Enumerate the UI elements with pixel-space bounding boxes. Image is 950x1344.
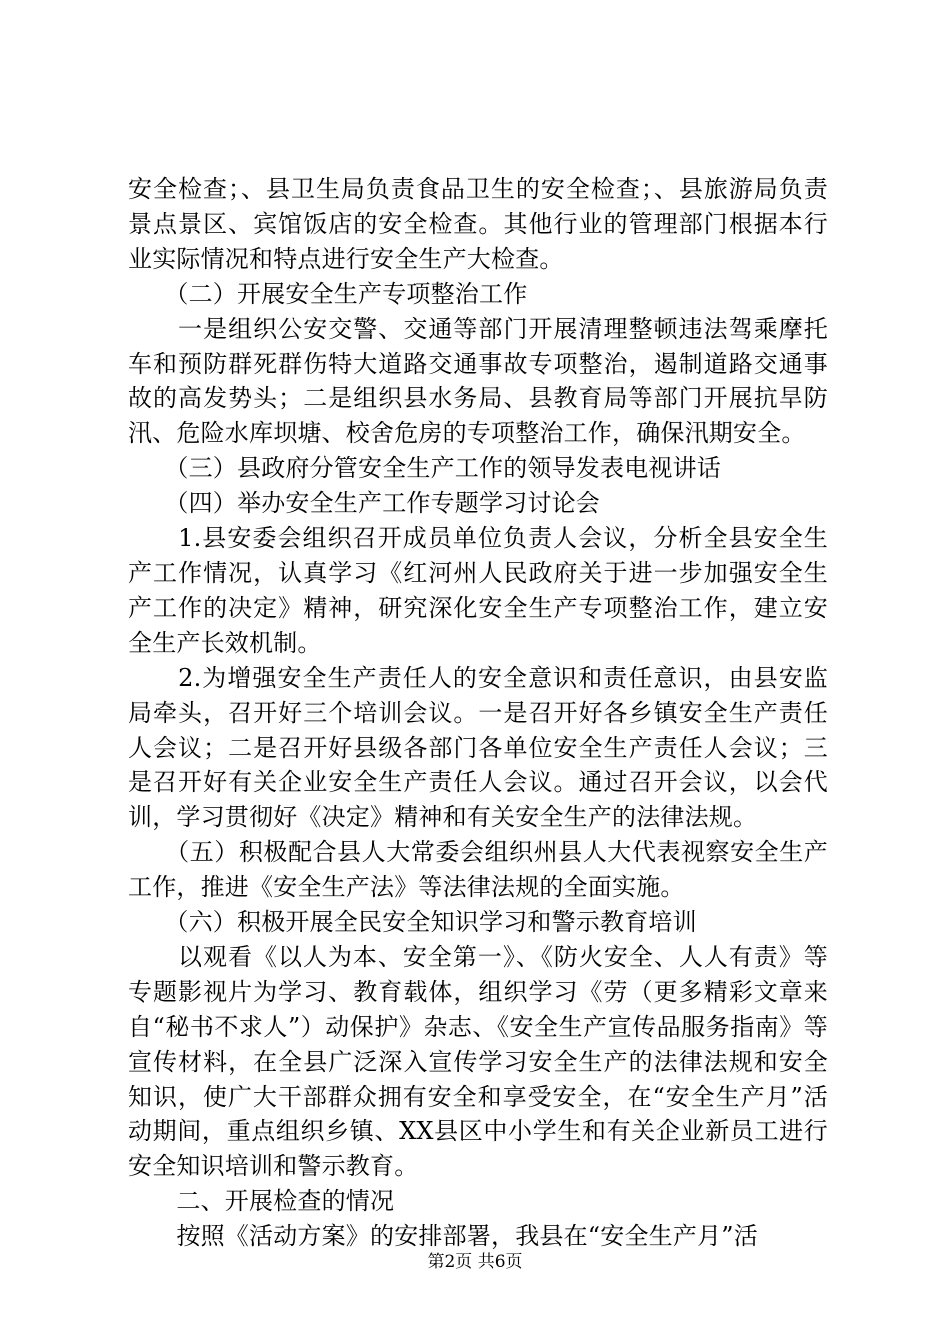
paragraph-6: 以观看《以人为本、安全第一》、《防火安全、人人有责》等专题影视片为学习、教育载体，组织学习《劳（更多精彩文章来自“秘书不求人”）动保护》杂志、《安全生产宣传品服务指南》等宣传材料，在全县广泛深入宣传学习安全生产的法律法规和安全知识，使广大干部群众拥有安全和享受安全，在“安全生产月”活动期间，重点组织乡镇、XX县区中小学生和有关企业新员工进行安全知识培训和警示教育。 <box>128 942 828 1181</box>
paragraph-2: 一是组织公安交警、交通等部门开展清理整顿违法驾乘摩托车和预防群死群伤特大道路交通事故专项整治，遏制道路交通事故的高发势头；二是组织县水务局、县教育局等部门开展抗旱防汛、危险水库坝塘、校舍危房的专项整治工作，确保汛期安全。 <box>128 314 828 448</box>
body-text <box>128 172 828 1254</box>
section-heading-2: 二、开展检查的情况 <box>128 1187 395 1216</box>
heading-6: （六）积极开展全民安全知识学习和警示教育培训 <box>128 908 697 937</box>
paragraph-4-2: 2.为增强安全生产责任人的安全意识和责任意识，由县安监局牵头，召开好三个培训会议。一是召开好各乡镇安全生产责任人会议；二是召开好县级各部门各单位安全生产责任人会议；三是召开好有关企业安全生产责任人会议。通过召开会议，以会代训，学习贯彻好《决定》精神和有关安全生产的法律法规。 <box>128 663 828 832</box>
heading-3: （三）县政府分管安全生产工作的领导发表电视讲话 <box>128 454 721 483</box>
page-footer: 第2页 共6页 <box>427 1252 523 1272</box>
heading-4: （四）举办安全生产工作专题学习讨论会 <box>128 489 600 518</box>
paragraph-4-1: 1.县安委会组织召开成员单位负责人会议，分析全县安全生产工作情况，认真学习《红河州人民政府关于进一步加强安全生产工作的决定》精神，研究深化安全生产专项整治工作，建立安全生产长效机制。 <box>128 524 828 657</box>
heading-2: （二）开展安全生产专项整治工作 <box>128 279 528 308</box>
paragraph-1: 安全检查；、县卫生局负责食品卫生的安全检查；、县旅游局负责景点景区、宾馆饭店的安全检查。其他行业的管理部门根据本行业实际情况和特点进行安全生产大检查。 <box>128 175 828 273</box>
heading-5: （五）积极配合县人大常委会组织州县人大代表视察安全生产工作，推进《安全生产法》等法律法规的全面实施。 <box>128 838 828 902</box>
paragraph-last: 按照《活动方案》的安排部署，我县在“安全生产月”活 <box>128 1222 758 1251</box>
